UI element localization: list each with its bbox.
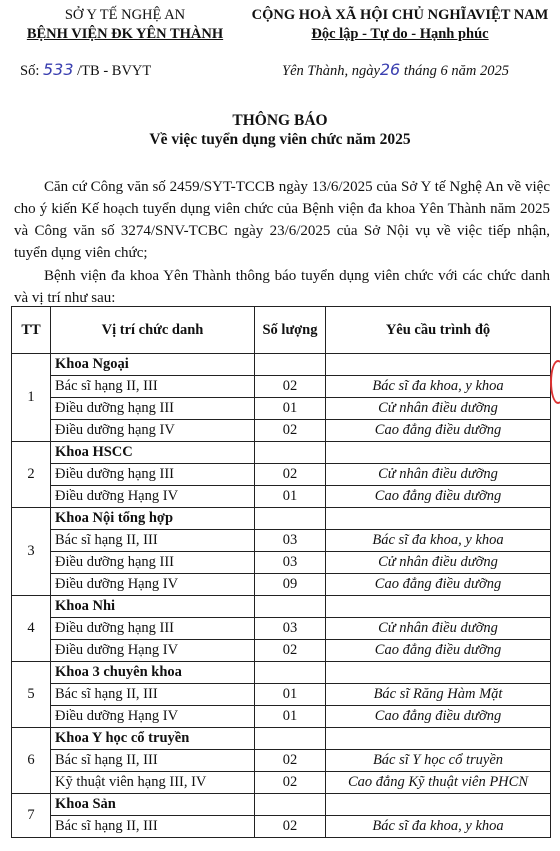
row-number: 4 bbox=[12, 596, 51, 662]
quantity-cell: 03 bbox=[255, 552, 326, 574]
table-header-row bbox=[12, 307, 551, 354]
position-cell: Bác sĩ hạng II, III bbox=[51, 530, 255, 552]
requirement-cell: Cao đẳng điều dưỡng bbox=[326, 486, 551, 508]
table-row bbox=[12, 464, 551, 486]
position-cell: Điều dưỡng hạng III bbox=[51, 464, 255, 486]
row-number: 3 bbox=[12, 508, 51, 596]
quantity-cell: 01 bbox=[255, 706, 326, 728]
empty-cell bbox=[326, 662, 551, 684]
position-cell: Bác sĩ hạng II, III bbox=[51, 750, 255, 772]
issuer-hospital: BỆNH VIỆN ĐK YÊN THÀNH bbox=[26, 26, 224, 42]
table-row bbox=[12, 574, 551, 596]
national-motto: Độc lập - Tự do - Hạnh phúc bbox=[311, 26, 489, 42]
position-cell: Điều dưỡng Hạng IV bbox=[51, 574, 255, 596]
department-row bbox=[12, 354, 551, 376]
empty-cell bbox=[326, 442, 551, 464]
empty-cell bbox=[326, 794, 551, 816]
department-row bbox=[12, 508, 551, 530]
table-row bbox=[12, 640, 551, 662]
position-cell: Điều dưỡng Hạng IV bbox=[51, 706, 255, 728]
requirement-cell: Bác sĩ Răng Hàm Mặt bbox=[326, 684, 551, 706]
header-requirement: Yêu cầu trình độ bbox=[326, 307, 551, 354]
requirement-cell: Bác sĩ đa khoa, y khoa bbox=[326, 816, 551, 838]
requirement-cell: Cao đẳng điều dưỡng bbox=[326, 640, 551, 662]
requirement-cell: Bác sĩ đa khoa, y khoa bbox=[326, 530, 551, 552]
requirement-cell: Cử nhân điều dưỡng bbox=[326, 552, 551, 574]
empty-cell bbox=[326, 508, 551, 530]
empty-cell bbox=[326, 728, 551, 750]
table-row bbox=[12, 398, 551, 420]
table-row bbox=[12, 530, 551, 552]
document-title: THÔNG BÁO bbox=[232, 112, 328, 129]
paragraph-announcement: Bệnh viện đa khoa Yên Thành thông báo tuyển dụng viên chức với các chức danh và vị trí như sau: bbox=[14, 268, 550, 306]
recruitment-table bbox=[11, 306, 551, 838]
national-title: CỘNG HOÀ XÃ HỘI CHỦ NGHĨAVIỆT NAM bbox=[251, 7, 549, 23]
position-cell: Điều dưỡng hạng III bbox=[51, 398, 255, 420]
handwritten-number: 533 bbox=[42, 60, 74, 79]
quantity-cell: 03 bbox=[255, 618, 326, 640]
table-row bbox=[12, 420, 551, 442]
requirement-cell: Cao đẳng điều dưỡng bbox=[326, 574, 551, 596]
header-quantity: Số lượng bbox=[255, 307, 326, 354]
empty-cell bbox=[255, 354, 326, 376]
national-motto-block bbox=[240, 6, 560, 44]
position-cell: Bác sĩ hạng II, III bbox=[51, 376, 255, 398]
department-name: Khoa Nội tổng hợp bbox=[51, 508, 255, 530]
table-row bbox=[12, 706, 551, 728]
empty-cell bbox=[255, 794, 326, 816]
department-name: Khoa Nhi bbox=[51, 596, 255, 618]
position-cell: Điều dưỡng Hạng IV bbox=[51, 640, 255, 662]
requirement-cell: Bác sĩ Y học cổ truyền bbox=[326, 750, 551, 772]
quantity-cell: 02 bbox=[255, 640, 326, 662]
department-name: Khoa 3 chuyên khoa bbox=[51, 662, 255, 684]
department-name: Khoa Sản bbox=[51, 794, 255, 816]
document-subtitle: Về việc tuyển dụng viên chức năm 2025 bbox=[149, 131, 411, 148]
department-name: Khoa Ngoại bbox=[51, 354, 255, 376]
table-row bbox=[12, 486, 551, 508]
department-row bbox=[12, 728, 551, 750]
empty-cell bbox=[326, 596, 551, 618]
quantity-cell: 02 bbox=[255, 376, 326, 398]
empty-cell bbox=[255, 442, 326, 464]
position-cell: Điều dưỡng hạng III bbox=[51, 552, 255, 574]
position-cell: Bác sĩ hạng II, III bbox=[51, 684, 255, 706]
empty-cell bbox=[326, 354, 551, 376]
department-name: Khoa Y học cổ truyền bbox=[51, 728, 255, 750]
quantity-cell: 01 bbox=[255, 486, 326, 508]
table-row bbox=[12, 750, 551, 772]
row-number: 1 bbox=[12, 354, 51, 442]
position-cell: Kỹ thuật viên hạng III, IV bbox=[51, 772, 255, 794]
header-tt: TT bbox=[12, 307, 51, 354]
department-row bbox=[12, 442, 551, 464]
table-row bbox=[12, 772, 551, 794]
empty-cell bbox=[255, 596, 326, 618]
table-row bbox=[12, 618, 551, 640]
requirement-cell: Cao đẳng điều dưỡng bbox=[326, 706, 551, 728]
quantity-cell: 09 bbox=[255, 574, 326, 596]
quantity-cell: 03 bbox=[255, 530, 326, 552]
quantity-cell: 02 bbox=[255, 464, 326, 486]
handwritten-day: 26 bbox=[379, 60, 401, 79]
department-row bbox=[12, 662, 551, 684]
header-position: Vị trí chức danh bbox=[51, 307, 255, 354]
position-cell: Điều dưỡng hạng III bbox=[51, 618, 255, 640]
document-date: Yên Thành, ngày26 tháng 6 năm 2025 bbox=[282, 60, 509, 79]
row-number: 2 bbox=[12, 442, 51, 508]
table-row bbox=[12, 816, 551, 838]
row-number: 7 bbox=[12, 794, 51, 838]
quantity-cell: 02 bbox=[255, 750, 326, 772]
requirement-cell: Bác sĩ đa khoa, y khoa bbox=[326, 376, 551, 398]
quantity-cell: 02 bbox=[255, 816, 326, 838]
quantity-cell: 02 bbox=[255, 772, 326, 794]
issuer-department: SỞ Y TẾ NGHỆ AN bbox=[64, 7, 186, 23]
position-cell: Bác sĩ hạng II, III bbox=[51, 816, 255, 838]
requirement-cell: Cử nhân điều dưỡng bbox=[326, 618, 551, 640]
requirement-cell: Cao đẳng Kỹ thuật viên PHCN bbox=[326, 772, 551, 794]
table-row bbox=[12, 552, 551, 574]
table-row bbox=[12, 684, 551, 706]
empty-cell bbox=[255, 508, 326, 530]
department-row bbox=[12, 794, 551, 816]
department-row bbox=[12, 596, 551, 618]
requirement-cell: Cử nhân điều dưỡng bbox=[326, 464, 551, 486]
requirement-cell: Cử nhân điều dưỡng bbox=[326, 398, 551, 420]
document-number: Số: 533 /TB - BVYT bbox=[20, 60, 152, 79]
row-number: 6 bbox=[12, 728, 51, 794]
issuer-block bbox=[0, 6, 250, 44]
table-body bbox=[12, 354, 551, 838]
empty-cell bbox=[255, 662, 326, 684]
row-number: 5 bbox=[12, 662, 51, 728]
table-row bbox=[12, 376, 551, 398]
paragraph-legal-basis: Căn cứ Công văn số 2459/SYT-TCCB ngày 13/6/2025 của Sở Y tế Nghệ An về việc cho ý kiến Kế hoạch tuyển dụng viên chức của Bệnh viện đa khoa Yên Thành năm 2025 và Công văn số 3274/SNV-TCBC ngày 23/6/2025 của Sở Nội vụ về việc tiếp nhận, tuyển dụng viên chức; bbox=[14, 179, 550, 261]
requirement-cell: Cao đẳng điều dưỡng bbox=[326, 420, 551, 442]
position-cell: Điều dưỡng Hạng IV bbox=[51, 486, 255, 508]
position-cell: Điều dưỡng hạng IV bbox=[51, 420, 255, 442]
empty-cell bbox=[255, 728, 326, 750]
quantity-cell: 02 bbox=[255, 420, 326, 442]
red-pen-mark bbox=[550, 360, 560, 404]
quantity-cell: 01 bbox=[255, 684, 326, 706]
department-name: Khoa HSCC bbox=[51, 442, 255, 464]
quantity-cell: 01 bbox=[255, 398, 326, 420]
